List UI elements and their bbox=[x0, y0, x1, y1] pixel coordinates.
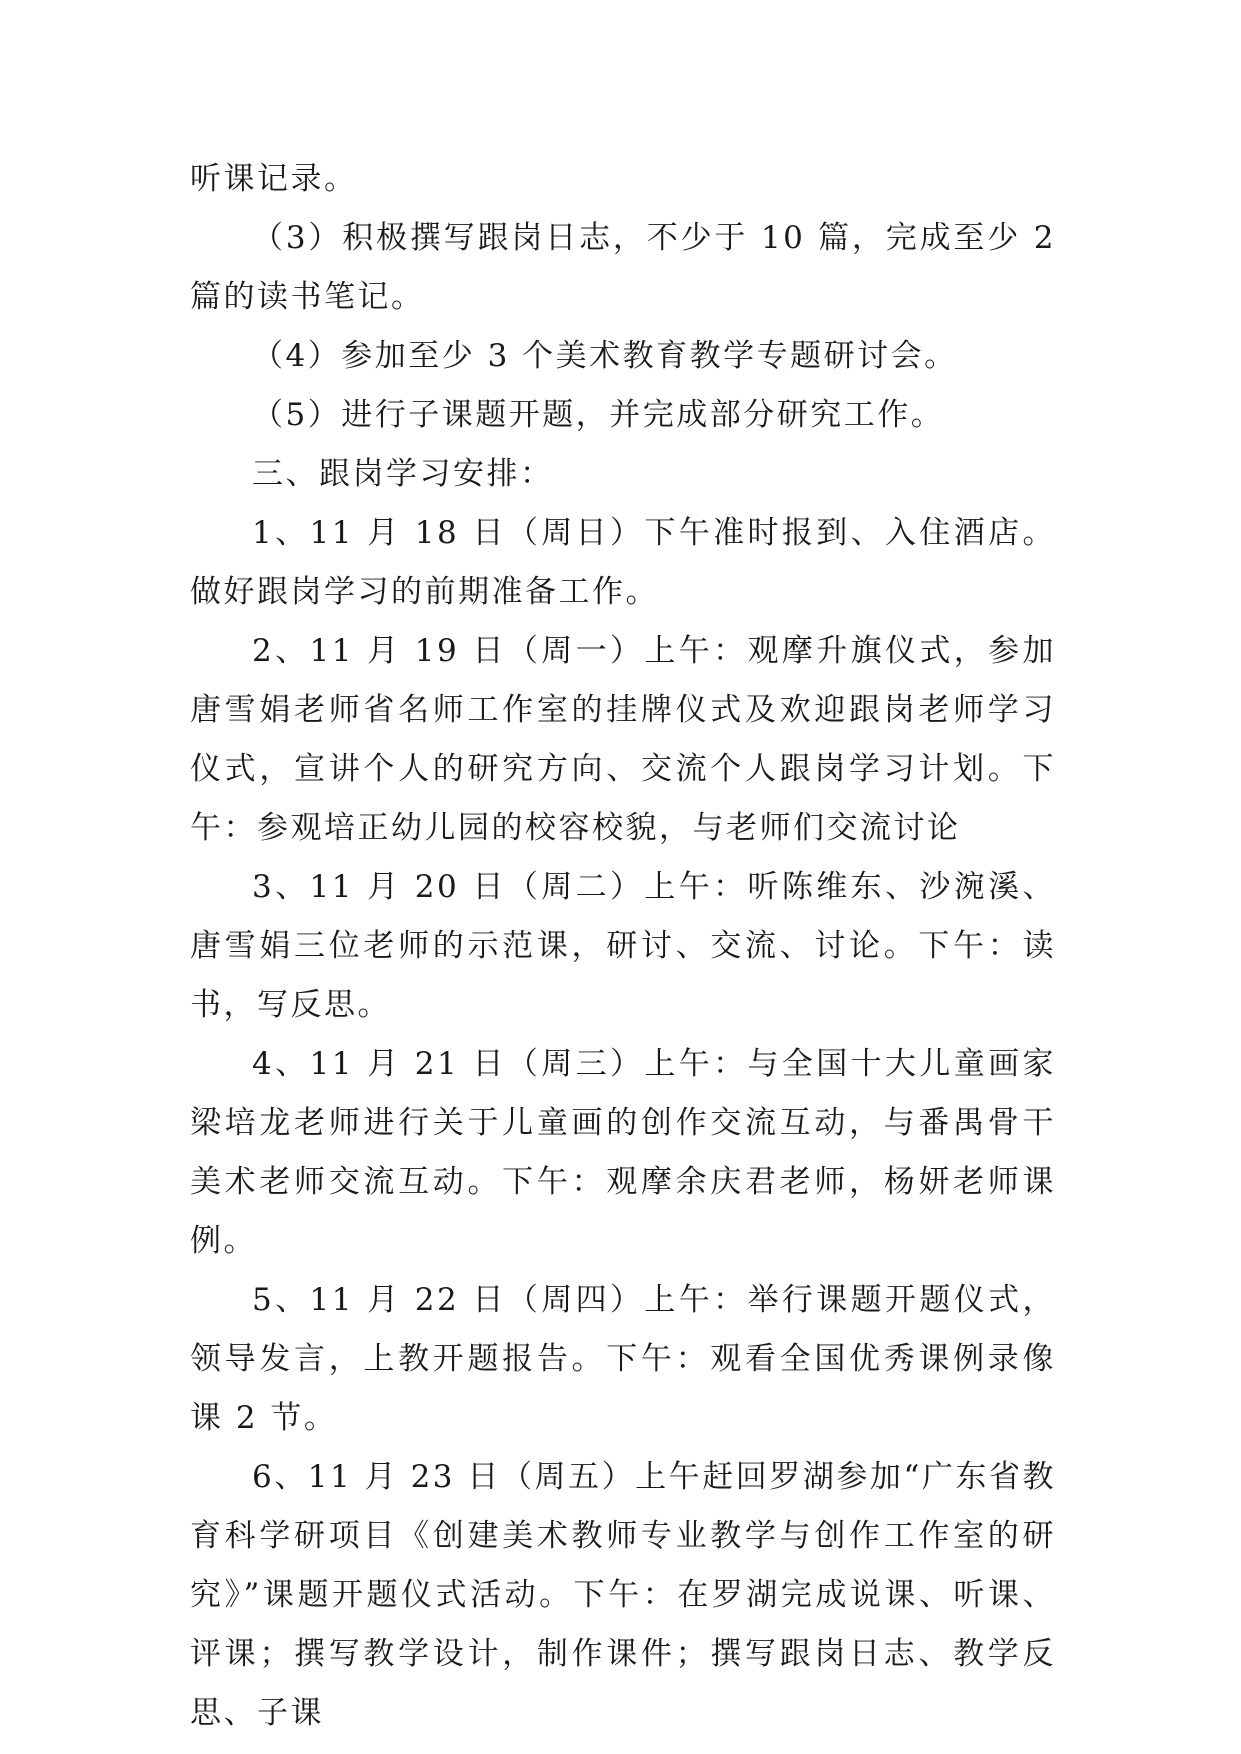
schedule-item-1: 1、11 月 18 日（周日）下午准时报到、入住酒店。做好跟岗学习的前期准备工作。 bbox=[190, 515, 1056, 610]
paragraph-2: （3）积极撰写跟岗日志，不少于 10 篇，完成至少 2 篇的读书笔记。 bbox=[190, 220, 1056, 315]
schedule-item-5: 5、11 月 22 日（周四）上午：举行课题开题仪式，领导发言，上教开题报告。下午：观看全国优秀课例录像课 2 节。 bbox=[190, 1282, 1056, 1436]
document-page bbox=[190, 150, 1056, 1743]
schedule-item-3: 3、11 月 20 日（周二）上午：听陈维东、沙涴溪、唐雪娟三位老师的示范课，研讨、交流、讨论。下午：读书，写反思。 bbox=[190, 869, 1056, 1023]
paragraph-4: （5）进行子课题开题，并完成部分研究工作。 bbox=[252, 397, 945, 433]
paragraph-1: 听课记录。 bbox=[190, 161, 358, 197]
schedule-item-4: 4、11 月 21 日（周三）上午：与全国十大儿童画家梁培龙老师进行关于儿童画的创作交流互动，与番禺骨干美术老师交流互动。下午：观摩余庆君老师，杨妍老师课例。 bbox=[190, 1046, 1056, 1259]
schedule-item-2: 2、11 月 19 日（周一）上午：观摩升旗仪式，参加唐雪娟老师省名师工作室的挂牌仪式及欢迎跟岗老师学习仪式，宣讲个人的研究方向、交流个人跟岗学习计划。下午：参观培正幼儿园的校容校貌，与老师们交流讨论 bbox=[190, 633, 1056, 846]
paragraph-3: （4）参加至少 3 个美术教育教学专题研讨会。 bbox=[252, 338, 958, 374]
section-heading: 三、跟岗学习安排： bbox=[252, 456, 554, 492]
schedule-item-6: 6、11 月 23 日（周五）上午赶回罗湖参加“广东省教育科学研项目《创建美术教师专业教学与创作工作室的研究》”课题开题仪式活动。下午：在罗湖完成说课、听课、评课；撰写教学设计，制作课件；撰写跟岗日志、教学反思、子课 bbox=[190, 1459, 1056, 1731]
